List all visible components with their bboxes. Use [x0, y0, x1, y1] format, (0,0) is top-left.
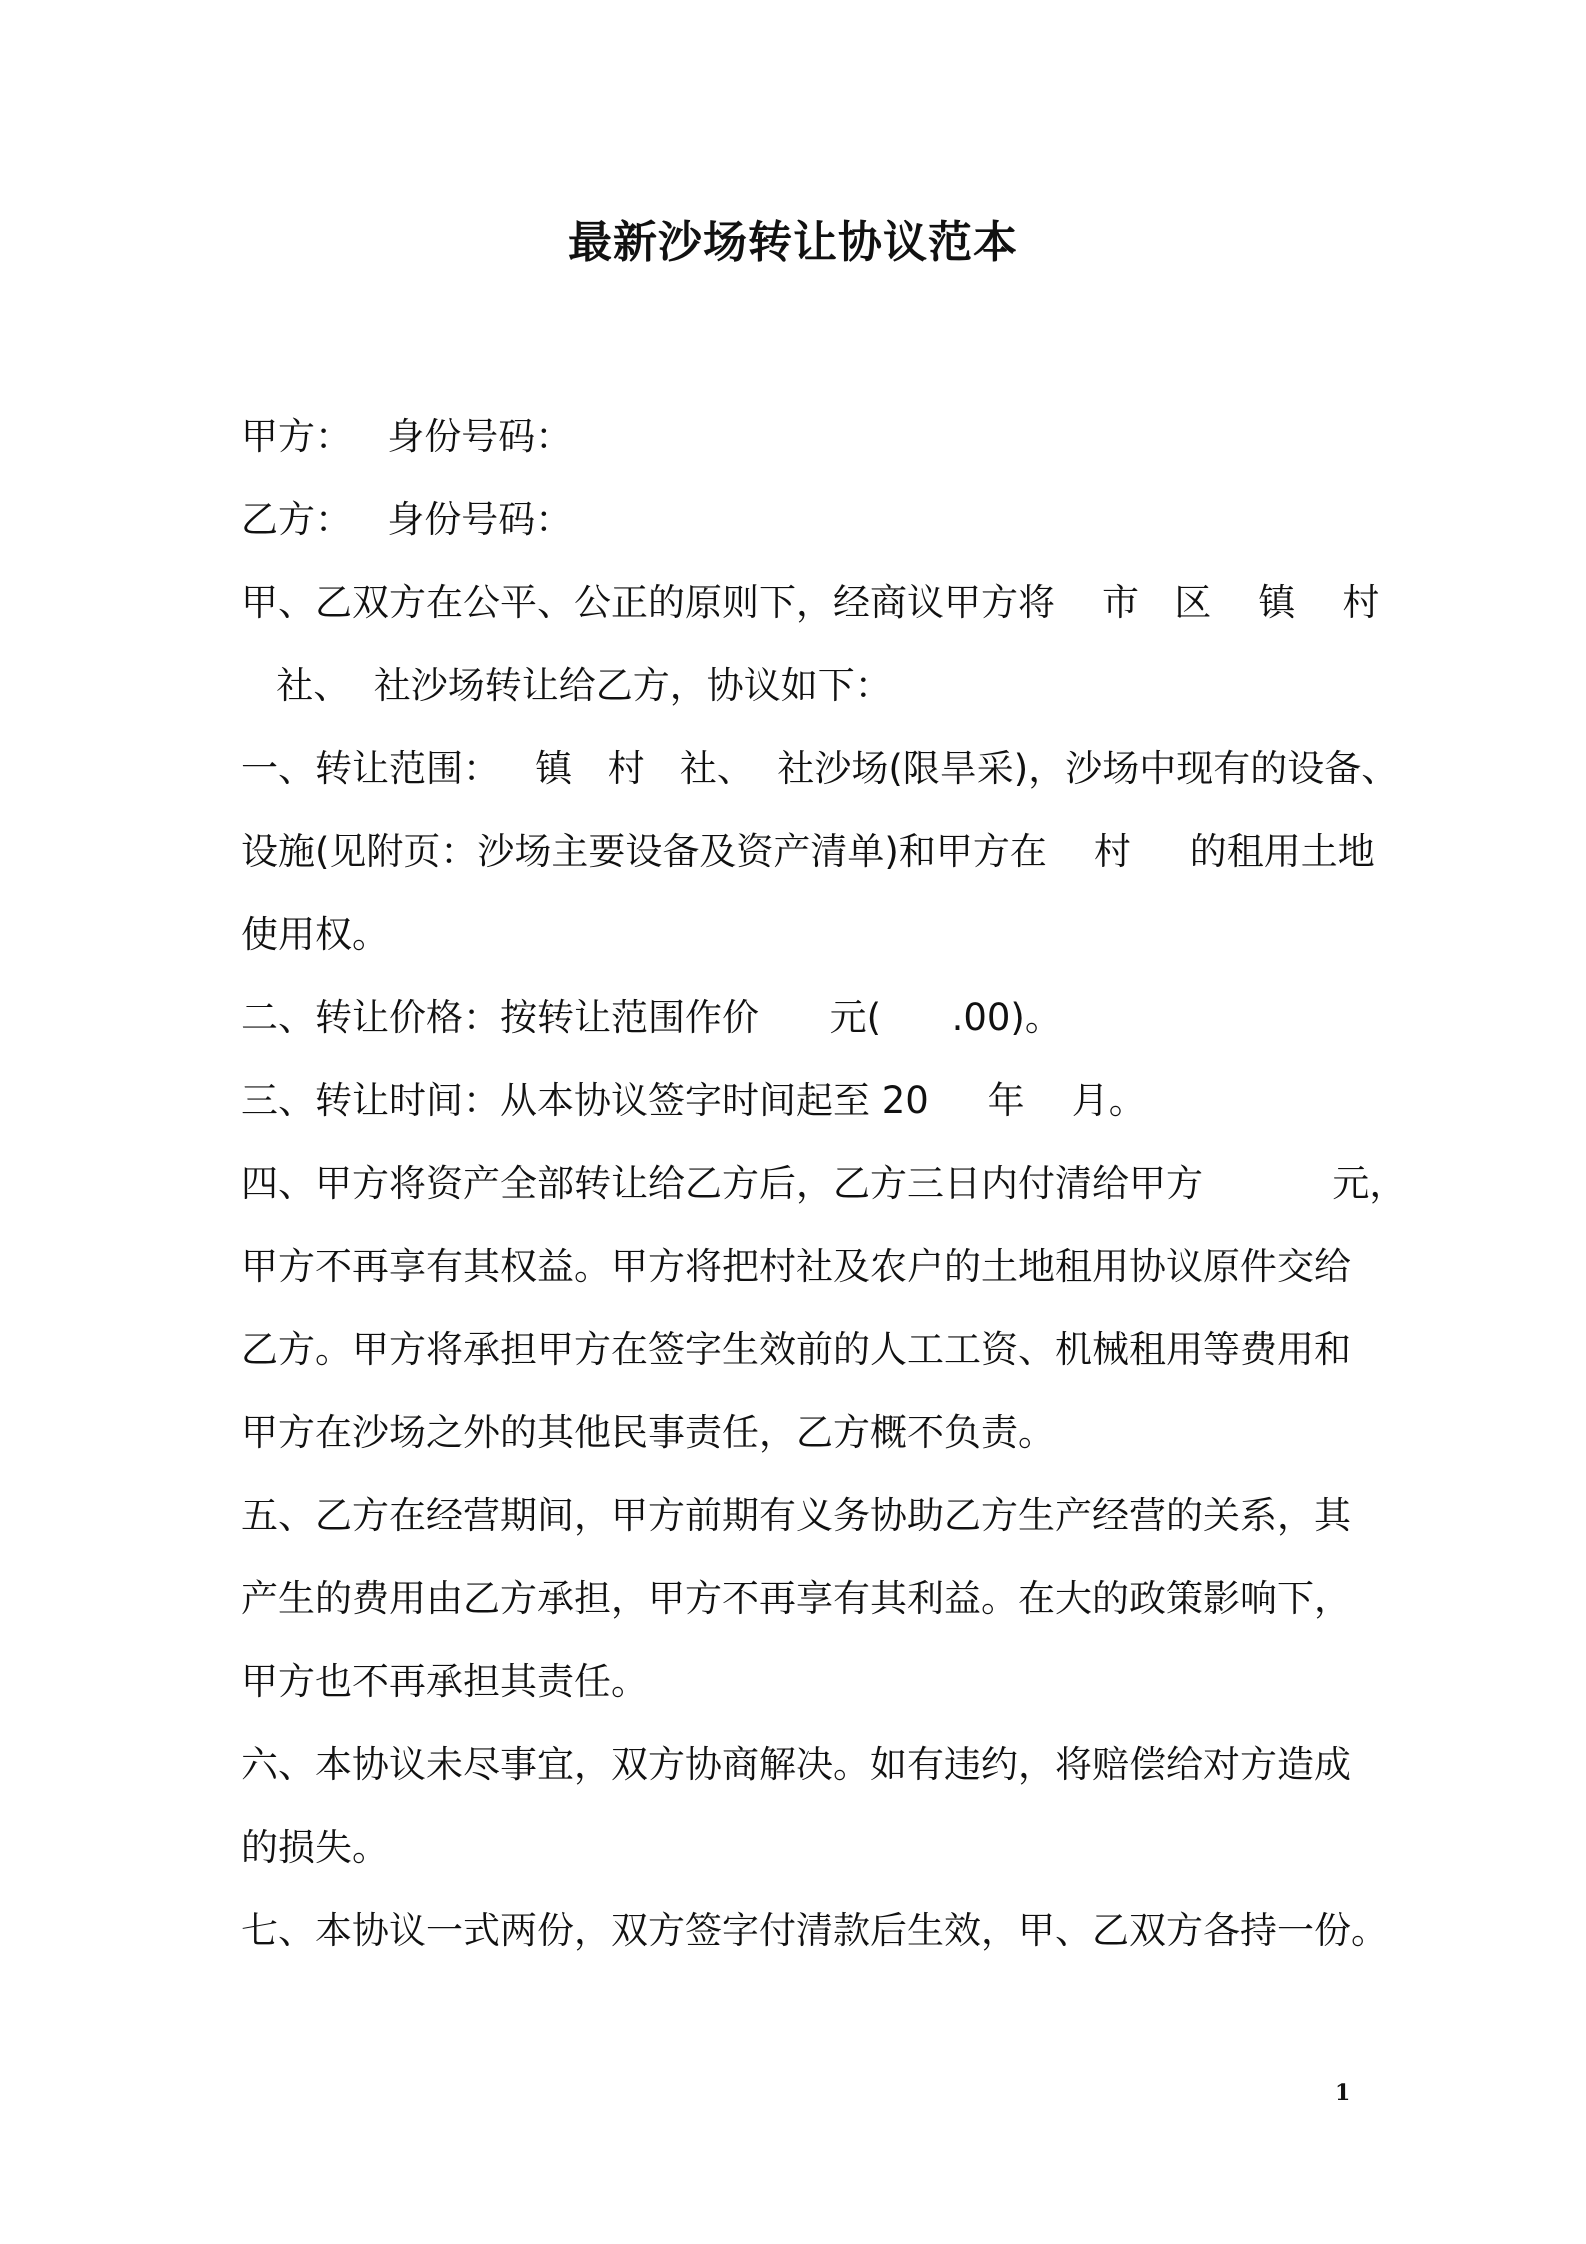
clause-1-line: 一、转让范围： 镇 村 社、 社沙场(限旱采)，沙场中现有的设备、 — [241, 747, 1399, 790]
clause-2-line: 二、转让价格：按转让范围作价 元( .00)。 — [241, 996, 1062, 1039]
clause-6-line: 六、本协议未尽事宜，双方协商解决。如有违约，将赔偿给对方造成 — [241, 1743, 1351, 1786]
clause-5-line: 产生的费用由乙方承担，甲方不再享有其利益。在大的政策影响下， — [241, 1577, 1351, 1620]
clause-1-line: 设施(见附页：沙场主要设备及资产清单)和甲方在 村 的租用土地 — [241, 830, 1375, 873]
clause-4-line: 四、甲方将资产全部转让给乙方后，乙方三日内付清给甲方 元， — [241, 1162, 1407, 1205]
intro-line: 甲、乙双方在公平、公正的原则下，经商议甲方将 市 区 镇 村 — [241, 581, 1380, 624]
clause-5-line: 五、乙方在经营期间，甲方前期有义务协助乙方生产经营的关系，其 — [241, 1494, 1351, 1537]
clause-4-line: 乙方。甲方将承担甲方在签字生效前的人工工资、机械租用等费用和 — [241, 1328, 1351, 1371]
clause-4-line: 甲方在沙场之外的其他民事责任，乙方概不负责。 — [241, 1411, 1055, 1454]
clause-7-line: 七、本协议一式两份，双方签字付清款后生效，甲、乙双方各持一份。 — [241, 1909, 1388, 1952]
intro-line: 社、 社沙场转让给乙方，协议如下： — [241, 664, 892, 707]
clause-6-line: 的损失。 — [241, 1826, 389, 1869]
document-title: 最新沙场转让协议范本 — [568, 217, 1018, 268]
clause-3-line: 三、转让时间：从本协议签字时间起至 20 年 月。 — [241, 1079, 1146, 1122]
clause-1-line: 使用权。 — [241, 913, 389, 956]
clause-5-line: 甲方也不再承担其责任。 — [241, 1660, 648, 1703]
clause-4-line: 甲方不再享有其权益。甲方将把村社及农户的土地租用协议原件交给 — [241, 1245, 1351, 1288]
party-a-line: 甲方： 身份号码： — [241, 415, 573, 458]
page-number: 1 — [1335, 2080, 1351, 2106]
party-b-line: 乙方： 身份号码： — [241, 498, 573, 541]
